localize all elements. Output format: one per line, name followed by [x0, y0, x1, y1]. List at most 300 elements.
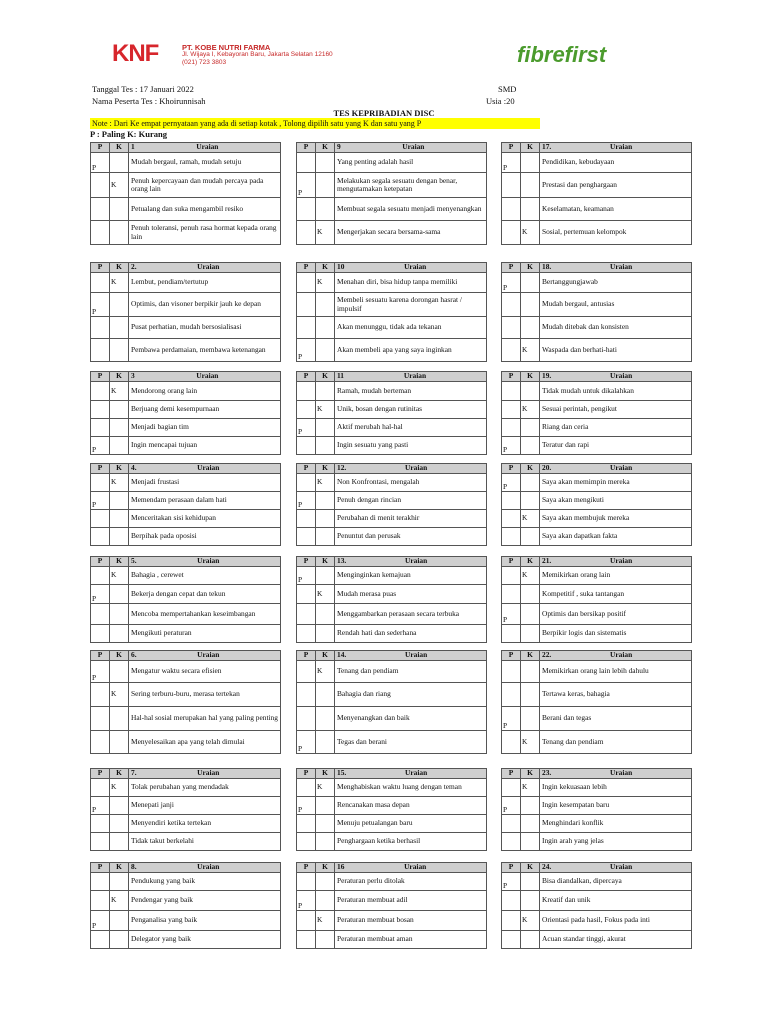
p-mark-cell[interactable]: P	[502, 474, 521, 492]
k-mark-cell[interactable]	[521, 683, 540, 707]
legend-pk: P : Paling K: Kurang	[90, 129, 167, 139]
k-mark-cell[interactable]	[110, 731, 129, 754]
p-mark-cell[interactable]	[297, 604, 316, 625]
p-mark-cell[interactable]	[91, 779, 110, 797]
p-mark-cell[interactable]	[91, 873, 110, 891]
k-mark-cell[interactable]	[521, 474, 540, 492]
statement-row	[502, 437, 692, 455]
p-mark-cell[interactable]: P	[297, 173, 316, 198]
statement-text: Penuh kepercayaan dan mudah percaya pada orang lain	[129, 173, 281, 198]
statement-text: Pusat perhatian, mudah bersosialisasi	[129, 317, 281, 339]
k-mark-cell[interactable]: K	[110, 779, 129, 797]
k-mark-cell[interactable]: K	[110, 382, 129, 401]
question-number: 14.	[337, 650, 347, 660]
k-mark-cell[interactable]	[110, 604, 129, 625]
uraian-label: Uraian	[610, 371, 633, 381]
k-mark-cell[interactable]	[110, 198, 129, 221]
k-mark-cell[interactable]	[521, 625, 540, 643]
statement-row	[502, 873, 692, 891]
statement-row	[91, 661, 281, 683]
statement-text: Saya akan memimpin mereka	[540, 474, 692, 492]
question-number: 21.	[542, 556, 552, 566]
p-mark-cell[interactable]: P	[91, 911, 110, 931]
p-mark-cell[interactable]	[91, 891, 110, 911]
p-mark-cell[interactable]: P	[297, 339, 316, 362]
header-k: K	[110, 769, 129, 779]
header-k: K	[521, 863, 540, 873]
p-mark-cell[interactable]	[297, 528, 316, 546]
p-mark-cell[interactable]	[91, 815, 110, 833]
statement-text: Perubahan di menit terakhir	[335, 510, 487, 528]
p-mark-cell[interactable]: P	[91, 153, 110, 173]
k-mark-cell[interactable]: K	[316, 273, 335, 293]
header-uraian	[129, 263, 281, 273]
header-k: K	[110, 863, 129, 873]
p-mark-cell[interactable]	[91, 510, 110, 528]
header-p: P	[91, 557, 110, 567]
k-mark-cell[interactable]: K	[521, 567, 540, 585]
p-mark-cell[interactable]	[502, 661, 521, 683]
statement-text: Mencoba mempertahankan keseimbangan	[129, 604, 281, 625]
p-mark-cell[interactable]	[502, 891, 521, 911]
header-k: K	[110, 464, 129, 474]
k-mark-cell[interactable]	[110, 815, 129, 833]
k-mark-cell[interactable]: K	[521, 221, 540, 245]
statement-text: Non Konfrontasi, mengalah	[335, 474, 487, 492]
question-number: 20.	[542, 463, 552, 473]
p-mark-cell[interactable]: P	[91, 797, 110, 815]
question-number: 11	[337, 371, 344, 381]
k-mark-cell[interactable]	[316, 437, 335, 455]
p-mark-cell[interactable]	[297, 474, 316, 492]
header-p: P	[91, 143, 110, 153]
question-header-row	[502, 263, 692, 273]
k-mark-cell[interactable]	[316, 173, 335, 198]
school-code: SMD	[498, 84, 517, 94]
p-mark-cell[interactable]	[297, 833, 316, 851]
p-mark-cell[interactable]	[91, 474, 110, 492]
p-mark-cell[interactable]	[297, 873, 316, 891]
p-mark-cell[interactable]	[502, 492, 521, 510]
statement-row	[297, 731, 487, 754]
header-p: P	[502, 263, 521, 273]
statement-row	[502, 625, 692, 643]
statement-row	[91, 707, 281, 731]
k-mark-cell[interactable]	[521, 382, 540, 401]
k-mark-cell[interactable]	[521, 661, 540, 683]
p-mark-cell[interactable]	[502, 221, 521, 245]
k-mark-cell[interactable]	[521, 293, 540, 317]
k-mark-cell[interactable]	[316, 198, 335, 221]
p-mark-cell[interactable]: P	[297, 567, 316, 585]
statement-text: Menepati janji	[129, 797, 281, 815]
p-mark-cell[interactable]	[91, 528, 110, 546]
p-mark-cell[interactable]	[502, 401, 521, 419]
question-header-row	[91, 143, 281, 153]
k-mark-cell[interactable]	[110, 833, 129, 851]
k-mark-cell[interactable]	[521, 585, 540, 604]
p-mark-cell[interactable]	[502, 567, 521, 585]
question-header-row	[91, 651, 281, 661]
statement-row	[502, 683, 692, 707]
statement-row	[91, 731, 281, 754]
statement-text: Pendengar yang baik	[129, 891, 281, 911]
question-table-11	[296, 463, 487, 546]
statement-row	[91, 528, 281, 546]
k-mark-cell[interactable]	[316, 891, 335, 911]
p-mark-cell[interactable]: P	[502, 153, 521, 173]
p-mark-cell[interactable]	[91, 625, 110, 643]
p-mark-cell[interactable]	[297, 382, 316, 401]
p-mark-cell[interactable]	[91, 833, 110, 851]
p-mark-cell[interactable]	[297, 661, 316, 683]
p-mark-cell[interactable]	[502, 625, 521, 643]
p-mark-cell[interactable]	[91, 567, 110, 585]
p-mark-cell[interactable]: P	[502, 873, 521, 891]
question-table-6	[501, 262, 692, 362]
statement-row	[297, 474, 487, 492]
question-table-12	[501, 463, 692, 546]
k-mark-cell[interactable]: K	[316, 911, 335, 931]
p-mark-cell[interactable]: P	[502, 437, 521, 455]
statement-text: Tegas dan berani	[335, 731, 487, 754]
k-mark-cell[interactable]	[521, 815, 540, 833]
k-mark-cell[interactable]: K	[110, 474, 129, 492]
k-mark-cell[interactable]: K	[521, 401, 540, 419]
p-mark-cell[interactable]	[297, 437, 316, 455]
question-number: 24.	[542, 862, 552, 872]
k-mark-cell[interactable]	[110, 625, 129, 643]
p-mark-cell[interactable]: P	[91, 661, 110, 683]
k-mark-cell[interactable]	[110, 339, 129, 362]
header-uraian	[129, 143, 281, 153]
question-header-row	[91, 263, 281, 273]
statement-row	[502, 317, 692, 339]
statement-text: Peraturan membuat aman	[335, 931, 487, 949]
header-k: K	[316, 143, 335, 153]
p-mark-cell[interactable]	[91, 683, 110, 707]
header-uraian	[335, 651, 487, 661]
k-mark-cell[interactable]	[316, 492, 335, 510]
p-mark-cell[interactable]	[297, 585, 316, 604]
statement-row	[502, 931, 692, 949]
question-number: 4.	[131, 463, 137, 473]
k-mark-cell[interactable]	[316, 567, 335, 585]
k-mark-cell[interactable]	[521, 873, 540, 891]
p-mark-cell[interactable]	[297, 815, 316, 833]
p-mark-cell[interactable]	[502, 339, 521, 362]
participant-name: Nama Peserta Tes : Khoirunnisah	[92, 96, 206, 106]
statement-text: Menghabiskan waktu luang dengan teman	[335, 779, 487, 797]
k-mark-cell[interactable]	[316, 510, 335, 528]
k-mark-cell[interactable]	[110, 153, 129, 173]
k-mark-cell[interactable]	[110, 931, 129, 949]
k-mark-cell[interactable]	[316, 833, 335, 851]
p-mark-cell[interactable]	[502, 510, 521, 528]
k-mark-cell[interactable]	[521, 317, 540, 339]
statement-row	[297, 707, 487, 731]
p-mark-cell[interactable]	[91, 198, 110, 221]
k-mark-cell[interactable]	[521, 604, 540, 625]
k-mark-cell[interactable]	[110, 707, 129, 731]
statement-row	[502, 891, 692, 911]
k-mark-cell[interactable]	[316, 731, 335, 754]
statement-row	[91, 317, 281, 339]
statement-row	[91, 510, 281, 528]
statement-text: Pembawa perdamaian, membawa ketenangan	[129, 339, 281, 362]
k-mark-cell[interactable]	[521, 528, 540, 546]
p-mark-cell[interactable]	[502, 382, 521, 401]
k-mark-cell[interactable]	[521, 492, 540, 510]
statement-row	[297, 873, 487, 891]
k-mark-cell[interactable]	[110, 419, 129, 437]
p-mark-cell[interactable]: P	[91, 585, 110, 604]
p-mark-cell[interactable]	[502, 585, 521, 604]
k-mark-cell[interactable]: K	[110, 173, 129, 198]
p-mark-cell[interactable]: P	[502, 707, 521, 731]
p-mark-cell[interactable]	[502, 815, 521, 833]
uraian-label: Uraian	[405, 556, 428, 566]
p-mark-cell[interactable]	[502, 779, 521, 797]
k-mark-cell[interactable]	[110, 437, 129, 455]
k-mark-cell[interactable]	[316, 419, 335, 437]
k-mark-cell[interactable]: K	[316, 401, 335, 419]
k-mark-cell[interactable]	[110, 873, 129, 891]
k-mark-cell[interactable]	[521, 273, 540, 293]
k-mark-cell[interactable]	[521, 707, 540, 731]
p-mark-cell[interactable]: P	[297, 419, 316, 437]
header-k: K	[316, 651, 335, 661]
k-mark-cell[interactable]: K	[316, 221, 335, 245]
k-mark-cell[interactable]	[110, 661, 129, 683]
header-k: K	[110, 263, 129, 273]
statement-text: Menuju petualangan baru	[335, 815, 487, 833]
k-mark-cell[interactable]: K	[521, 339, 540, 362]
k-mark-cell[interactable]	[521, 891, 540, 911]
header-uraian	[540, 557, 692, 567]
header-p: P	[502, 557, 521, 567]
question-header-row	[297, 143, 487, 153]
question-number: 22.	[542, 650, 552, 660]
k-mark-cell[interactable]	[316, 317, 335, 339]
test-date: Tanggal Tes : 17 Januari 2022	[92, 84, 194, 94]
p-mark-cell[interactable]: P	[297, 492, 316, 510]
p-mark-cell[interactable]: P	[297, 891, 316, 911]
p-mark-cell[interactable]	[502, 293, 521, 317]
k-mark-cell[interactable]	[521, 153, 540, 173]
p-mark-cell[interactable]	[91, 173, 110, 198]
p-mark-cell[interactable]	[502, 833, 521, 851]
p-mark-cell[interactable]: P	[502, 797, 521, 815]
uraian-label: Uraian	[197, 262, 220, 272]
uraian-label: Uraian	[197, 463, 220, 473]
p-mark-cell[interactable]	[502, 731, 521, 754]
p-mark-cell[interactable]	[297, 273, 316, 293]
question-table-23	[296, 862, 487, 949]
p-mark-cell[interactable]	[502, 419, 521, 437]
k-mark-cell[interactable]	[110, 221, 129, 245]
k-mark-cell[interactable]	[110, 797, 129, 815]
p-mark-cell[interactable]	[91, 731, 110, 754]
k-mark-cell[interactable]: K	[110, 273, 129, 293]
header-k: K	[110, 143, 129, 153]
p-mark-cell[interactable]	[297, 198, 316, 221]
k-mark-cell[interactable]	[110, 492, 129, 510]
statement-row	[297, 419, 487, 437]
k-mark-cell[interactable]	[521, 198, 540, 221]
p-mark-cell[interactable]: P	[297, 797, 316, 815]
p-mark-cell[interactable]	[91, 931, 110, 949]
question-table-10	[90, 463, 281, 546]
p-mark-cell[interactable]	[297, 911, 316, 931]
header-uraian	[335, 372, 487, 382]
p-mark-cell[interactable]	[297, 625, 316, 643]
k-mark-cell[interactable]	[521, 931, 540, 949]
k-mark-cell[interactable]	[521, 797, 540, 815]
p-mark-cell[interactable]	[91, 401, 110, 419]
k-mark-cell[interactable]: K	[316, 474, 335, 492]
statement-row	[502, 198, 692, 221]
k-mark-cell[interactable]	[110, 911, 129, 931]
k-mark-cell[interactable]	[316, 815, 335, 833]
p-mark-cell[interactable]	[502, 683, 521, 707]
k-mark-cell[interactable]	[110, 293, 129, 317]
statement-row	[91, 567, 281, 585]
p-mark-cell[interactable]	[502, 317, 521, 339]
statement-text: Aktif merubah hal-hal	[335, 419, 487, 437]
k-mark-cell[interactable]: K	[110, 891, 129, 911]
uraian-label: Uraian	[196, 371, 219, 381]
k-mark-cell[interactable]	[316, 293, 335, 317]
statement-text: Penghargaan ketika berhasil	[335, 833, 487, 851]
k-mark-cell[interactable]	[110, 510, 129, 528]
p-mark-cell[interactable]: P	[502, 604, 521, 625]
k-mark-cell[interactable]: K	[521, 731, 540, 754]
uraian-label: Uraian	[196, 142, 219, 152]
p-mark-cell[interactable]: P	[297, 731, 316, 754]
p-mark-cell[interactable]	[91, 707, 110, 731]
header-uraian	[540, 263, 692, 273]
statement-row	[91, 492, 281, 510]
k-mark-cell[interactable]	[521, 173, 540, 198]
statement-row	[297, 437, 487, 455]
statement-row	[502, 707, 692, 731]
p-mark-cell[interactable]	[91, 604, 110, 625]
p-mark-cell[interactable]	[297, 683, 316, 707]
p-mark-cell[interactable]	[297, 317, 316, 339]
statement-row	[297, 339, 487, 362]
statement-text: Saya akan membujuk mereka	[540, 510, 692, 528]
k-mark-cell[interactable]: K	[521, 911, 540, 931]
statement-text: Sesuai perintah, pengikut	[540, 401, 692, 419]
p-mark-cell[interactable]	[297, 401, 316, 419]
statement-row	[91, 797, 281, 815]
p-mark-cell[interactable]: P	[91, 293, 110, 317]
p-mark-cell[interactable]	[91, 317, 110, 339]
statement-text: Orientasi pada hasil, Fokus pada inti	[540, 911, 692, 931]
k-mark-cell[interactable]	[316, 625, 335, 643]
k-mark-cell[interactable]	[316, 707, 335, 731]
statement-row	[91, 625, 281, 643]
p-mark-cell[interactable]	[297, 779, 316, 797]
p-mark-cell[interactable]	[502, 931, 521, 949]
p-mark-cell[interactable]	[297, 221, 316, 245]
uraian-label: Uraian	[197, 862, 220, 872]
k-mark-cell[interactable]	[110, 528, 129, 546]
question-number: 5.	[131, 556, 137, 566]
k-mark-cell[interactable]: K	[521, 779, 540, 797]
k-mark-cell[interactable]	[316, 931, 335, 949]
k-mark-cell[interactable]: K	[110, 567, 129, 585]
statement-text: Bahagia dan riang	[335, 683, 487, 707]
statement-text: Pendukung yang baik	[129, 873, 281, 891]
header-uraian	[540, 464, 692, 474]
k-mark-cell[interactable]: K	[110, 683, 129, 707]
k-mark-cell[interactable]	[316, 873, 335, 891]
p-mark-cell[interactable]	[502, 173, 521, 198]
uraian-label: Uraian	[610, 262, 633, 272]
k-mark-cell[interactable]	[316, 604, 335, 625]
statement-text: Membeli sesuatu karena dorongan hasrat / impulsif	[335, 293, 487, 317]
p-mark-cell[interactable]: P	[91, 437, 110, 455]
p-mark-cell[interactable]: P	[502, 273, 521, 293]
p-mark-cell[interactable]	[502, 198, 521, 221]
statement-row	[502, 585, 692, 604]
statement-row	[502, 833, 692, 851]
p-mark-cell[interactable]	[297, 293, 316, 317]
k-mark-cell[interactable]	[316, 528, 335, 546]
statement-row	[297, 153, 487, 173]
p-mark-cell[interactable]	[502, 528, 521, 546]
k-mark-cell[interactable]	[110, 585, 129, 604]
k-mark-cell[interactable]	[110, 401, 129, 419]
question-header-row	[297, 863, 487, 873]
k-mark-cell[interactable]	[521, 437, 540, 455]
statement-text: Teratur dan rapi	[540, 437, 692, 455]
p-mark-cell[interactable]	[91, 273, 110, 293]
p-mark-cell[interactable]	[502, 911, 521, 931]
k-mark-cell[interactable]: K	[316, 585, 335, 604]
k-mark-cell[interactable]	[521, 419, 540, 437]
statement-text: Menyendiri ketika tertekan	[129, 815, 281, 833]
p-mark-cell[interactable]	[91, 221, 110, 245]
k-mark-cell[interactable]: K	[316, 661, 335, 683]
k-mark-cell[interactable]	[521, 833, 540, 851]
p-mark-cell[interactable]	[91, 339, 110, 362]
header-p: P	[91, 651, 110, 661]
k-mark-cell[interactable]	[316, 382, 335, 401]
p-mark-cell[interactable]	[297, 931, 316, 949]
p-mark-cell[interactable]	[297, 707, 316, 731]
p-mark-cell[interactable]: P	[91, 492, 110, 510]
k-mark-cell[interactable]: K	[521, 510, 540, 528]
k-mark-cell[interactable]	[110, 317, 129, 339]
k-mark-cell[interactable]	[316, 339, 335, 362]
k-mark-cell[interactable]	[316, 153, 335, 173]
statement-text: Kompetitif , suka tantangan	[540, 585, 692, 604]
statement-row	[91, 382, 281, 401]
p-mark-cell[interactable]	[297, 153, 316, 173]
p-mark-cell[interactable]	[91, 382, 110, 401]
statement-text: Menjadi frustasi	[129, 474, 281, 492]
header-uraian	[129, 557, 281, 567]
statement-row	[502, 731, 692, 754]
p-mark-cell[interactable]	[297, 510, 316, 528]
k-mark-cell[interactable]	[316, 683, 335, 707]
p-mark-cell[interactable]	[91, 419, 110, 437]
k-mark-cell[interactable]: K	[316, 779, 335, 797]
k-mark-cell[interactable]	[316, 797, 335, 815]
